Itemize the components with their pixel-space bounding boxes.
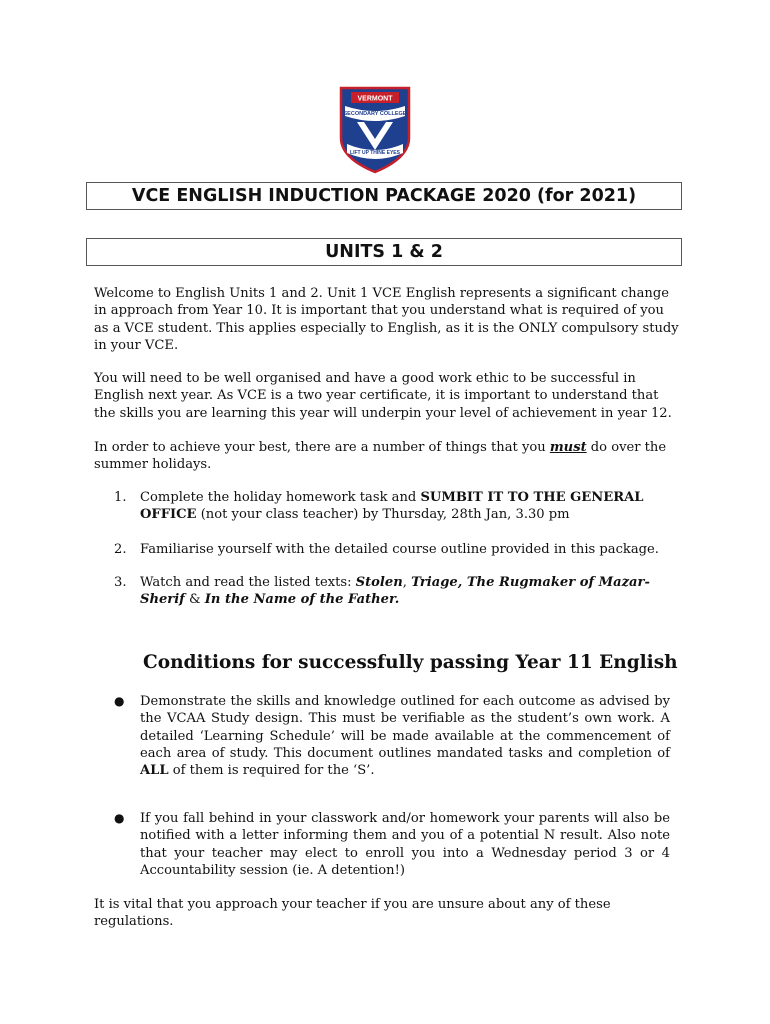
intro-paragraph-1: Welcome to English Units 1 and 2. Unit 1 VCE English represents a significant change in approach from Year 10. It is important that you understand what is required of you as a VCE student. This applies especially to English, as it is the ONLY compulsory study in your VCE. bbox=[94, 286, 679, 353]
crest-bottom-text: LIFT UP THINE EYES bbox=[350, 150, 400, 156]
text-title-stolen: Stolen bbox=[355, 575, 403, 590]
condition-emphasis: ALL bbox=[140, 763, 169, 779]
school-crest-icon bbox=[339, 86, 411, 174]
bullet-icon: ● bbox=[114, 811, 125, 825]
text-title-in-the-name: In the Name of the Father. bbox=[204, 592, 400, 608]
task-number: 1. bbox=[114, 490, 127, 505]
closing-paragraph: It is vital that you approach your teacher if you are unsure about any of these regulations. bbox=[94, 897, 611, 930]
summer-paragraph: In order to achieve your best, there are a number of things that you must do over the summer holidays. bbox=[94, 440, 667, 473]
task-number: 2. bbox=[114, 542, 127, 557]
text-title-triage-rugmaker: Triage, The Rugmaker of Mazar-Sherif bbox=[140, 575, 650, 608]
task-number: 3. bbox=[114, 575, 127, 590]
conditions-heading: Conditions for successfully passing Year 11 English bbox=[143, 652, 678, 673]
intro-paragraph-2: You will need to be well organised and have a good work ethic to be successful in English next year. As VCE is a two year certificate, it is important to understand that the skills you are learning this year will underpin your level of achievement in year 12. bbox=[94, 371, 672, 421]
bullet-icon: ● bbox=[114, 694, 125, 708]
crest-top-text: VERMONT bbox=[357, 95, 393, 103]
task-emphasis: SUMBIT IT TO THE GENERAL OFFICE bbox=[140, 490, 644, 523]
document-title: VCE ENGLISH INDUCTION PACKAGE 2020 (for 2021) bbox=[86, 182, 682, 210]
units-subtitle: UNITS 1 & 2 bbox=[86, 238, 682, 266]
crest-middle-text: SECONDARY COLLEGE bbox=[343, 111, 407, 117]
emphasis-must: must bbox=[549, 440, 587, 455]
